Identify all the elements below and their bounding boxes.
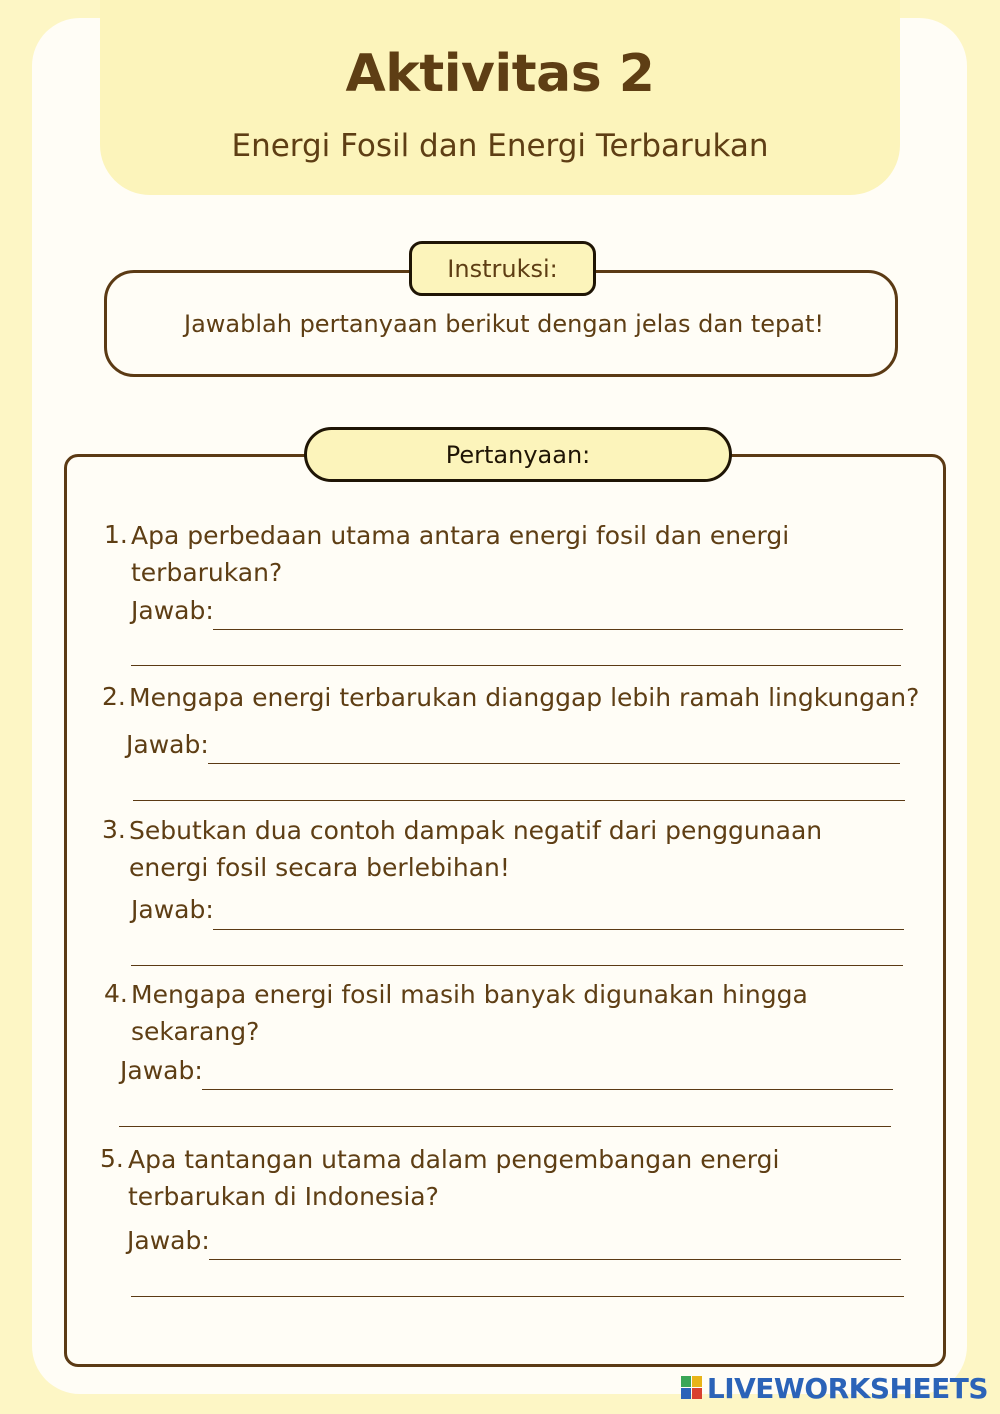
liveworksheets-logo-icon — [681, 1376, 703, 1400]
question-number: 4. — [104, 979, 128, 1008]
liveworksheets-brand[interactable] — [681, 1371, 988, 1405]
answer-line[interactable] — [119, 1126, 891, 1127]
question-line: sekarang? — [131, 1017, 260, 1046]
instructions-label: Instruksi: — [409, 241, 596, 296]
answer-label: Jawab: — [120, 1056, 203, 1085]
question-text — [131, 976, 808, 1050]
answer-line[interactable] — [131, 1296, 904, 1297]
answer-line[interactable] — [208, 763, 900, 764]
question-line: Apa perbedaan utama antara energi fosil dan energi — [131, 521, 790, 550]
page-subtitle: Energi Fosil dan Energi Terbarukan — [231, 128, 769, 164]
answer-label: Jawab: — [131, 895, 214, 924]
questions-label: Pertanyaan: — [304, 427, 732, 482]
answer-line[interactable] — [213, 629, 903, 630]
answer-line[interactable] — [131, 665, 901, 666]
question-line: Sebutkan dua contoh dampak negatif dari penggunaan — [129, 816, 823, 845]
brand-text: LIVEWORKSHEETS — [706, 1371, 988, 1405]
answer-label: Jawab: — [131, 596, 214, 625]
answer-line[interactable] — [209, 1259, 901, 1260]
question-line: energi fosil secara berlebihan! — [129, 853, 510, 882]
question-text — [128, 1141, 779, 1215]
page-title: Aktivitas 2 — [345, 44, 655, 104]
question-text — [129, 679, 919, 716]
question-line: Apa tantangan utama dalam pengembangan energi — [128, 1145, 780, 1174]
answer-label: Jawab: — [127, 1226, 210, 1255]
answer-line[interactable] — [213, 929, 904, 930]
answer-line[interactable] — [131, 965, 903, 966]
answer-label: Jawab: — [126, 730, 209, 759]
question-line: Mengapa energi terbarukan dianggap lebih ramah lingkungan? — [129, 683, 920, 712]
question-line: terbarukan di Indonesia? — [128, 1182, 439, 1211]
question-number: 5. — [100, 1144, 124, 1173]
question-number: 2. — [102, 682, 126, 711]
instructions-text: Jawablah pertanyaan berikut dengan jelas dan tepat! — [184, 310, 825, 338]
question-number: 1. — [104, 520, 128, 549]
question-text — [129, 812, 822, 886]
question-number: 3. — [102, 815, 126, 844]
question-line: Mengapa energi fosil masih banyak digunakan hingga — [131, 980, 808, 1009]
answer-line[interactable] — [133, 800, 905, 801]
question-text — [131, 517, 789, 591]
answer-line[interactable] — [202, 1089, 893, 1090]
question-line: terbarukan? — [131, 558, 283, 587]
